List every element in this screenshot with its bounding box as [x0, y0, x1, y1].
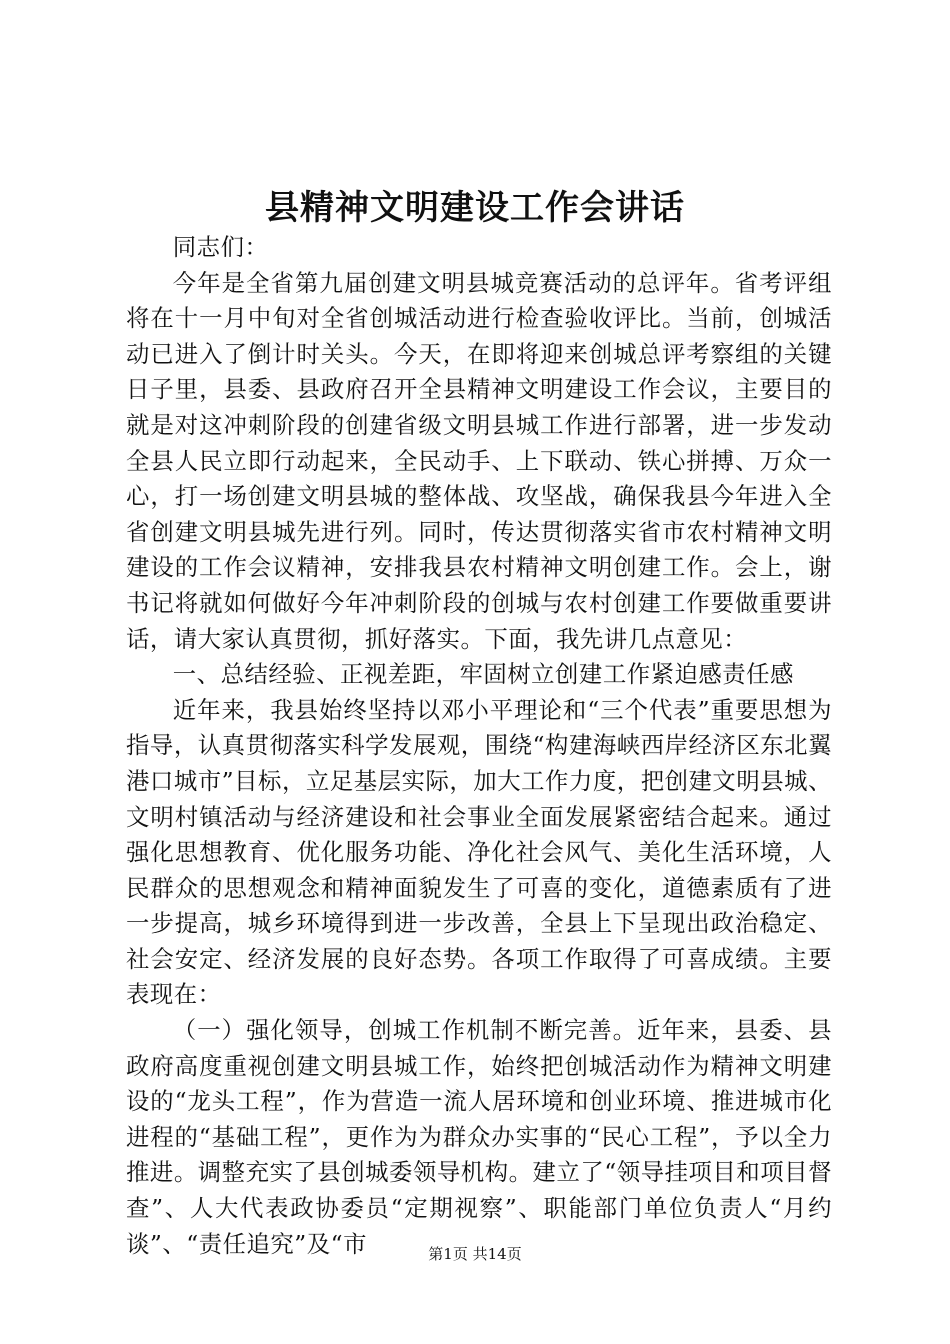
section-heading-1: 一、总结经验、正视差距，牢固树立创建工作紧迫感责任感 [172, 660, 794, 689]
intro-paragraph: 今年是全省第九届创建文明县城竞赛活动的总评年。省考评组将在十一月中旬对全省创城活动进行检查验收评比。当前，创城活动已进入了倒计时关头。今天，在即将迎来创城总评考察组的关键日子里，县委、县政府召开全县精神文明建设工作会议，主要目的就是对这冲刺阶段的创建省级文明县城工作进行部署，进一步发动全县人民立即行动起来，全民动手、上下联动、铁心拼搏、万众一心，打一场创建文明县城的整体战、攻坚战，确保我县今年进入全省创建文明县城先进行列。同时，传达贯彻落实省市农村精神文明建设的工作会议精神，安排我县农村精神文明创建工作。会上，谢书记将就如何做好今年冲刺阶段的创城与农村创建工作要做重要讲话，请大家认真贯彻，抓好落实。下面，我先讲几点意见： [126, 268, 832, 653]
document-body [126, 230, 832, 1262]
greeting-paragraph: 同志们： [172, 233, 269, 261]
subsection-1-paragraph: （一）强化领导，创城工作机制不断完善。近年来，县委、县政府高度重视创建文明县城工作，始终把创城活动作为精神文明建设的“龙头工程”，作为营造一流人居环境和创业环境、推进城市化进程的“基础工程”，更作为为群众办实事的“民心工程”，予以全力推进。调整充实了县创城委领导机构。建立了“领导挂项目和项目督查”、人大代表政协委员“定期视察”、职能部门单位负责人“月约谈”、“责任追究”及“市 [126, 1016, 832, 1258]
document-title: 县精神文明建设工作会讲话 [265, 188, 685, 228]
page-number-footer: 第1页 共14页 [428, 1245, 522, 1263]
achievements-paragraph: 近年来，我县始终坚持以邓小平理论和“三个代表”重要思想为指导，认真贯彻落实科学发展观，围绕“构建海峡西岸经济区东北翼港口城市”目标，立足基层实际，加大工作力度，把创建文明县城、文明村镇活动与经济建设和社会事业全面发展紧密结合起来。通过强化思想教育、优化服务功能、净化社会风气、美化生活环境，人民群众的思想观念和精神面貌发生了可喜的变化，道德素质有了进一步提高，城乡环境得到进一步改善，全县上下呈现出政治稳定、社会安定、经济发展的良好态势。各项工作取得了可喜成绩。主要表现在： [126, 695, 832, 1009]
